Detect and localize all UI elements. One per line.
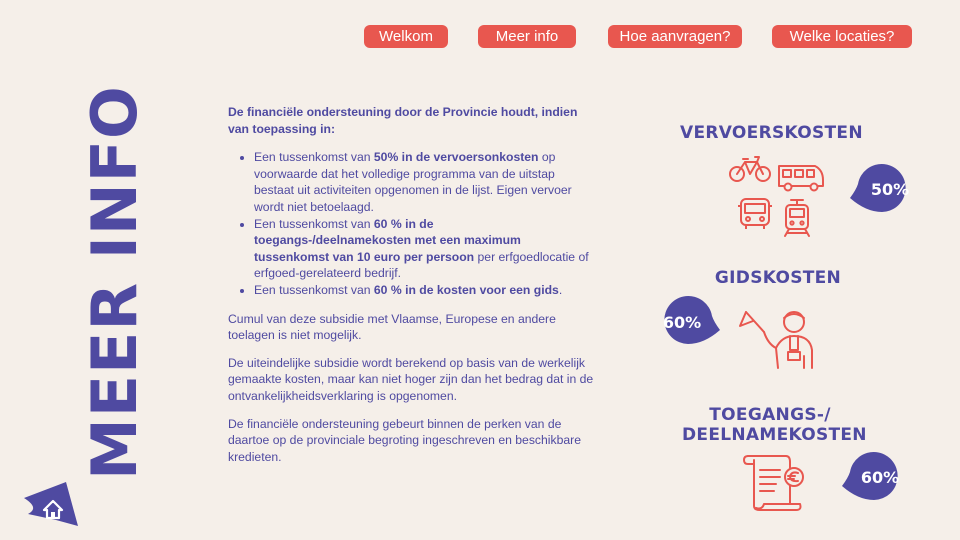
paragraph-cumul: Cumul van deze subsidie met Vlaamse, Europese en andere toelagen is niet mogelijk. [228,311,556,343]
nav-meer-info-button[interactable]: Meer info [478,25,576,48]
bullet-text: per erfgoedlocatie of erfgoed-gerelateerd bedrijf. [254,249,589,281]
paragraph-perken: De financiële ondersteuning gebeurt binnen de perken van de daartoe op de provinciale begroting ingeschreven en beschikbare kredieten. [228,416,581,464]
nav-welke-locaties-button[interactable]: Welke locaties? [772,25,912,48]
bicycle-icon [728,154,772,184]
list-item [254,216,594,282]
bullet-highlight: 60 % in de kosten voor een gids [373,282,559,297]
vervoer-percent: 50% [870,180,910,199]
bus-icon [737,196,773,232]
gidskosten-title: GIDSKOSTEN [714,268,842,288]
bullet-text: Een tussenkomst van [254,282,374,297]
gids-percent: 60% [662,313,702,332]
bullet-text: Een tussenkomst van [254,150,374,165]
toegangskosten-title-line1: TOEGANGS-/ [709,405,831,425]
subsidy-list [228,149,594,298]
bullet-highlight: 60 % in de toegangs-/deelnamekosten met een maximum tussenkomst van 10 euro per persoon [254,216,521,264]
page-title: MEER INFO [78,85,151,480]
toegang-percent: 60% [860,468,900,487]
nav-hoe-aanvragen-button[interactable]: Hoe aanvragen? [608,25,742,48]
info-text [228,104,594,476]
bullet-text: . [558,282,563,297]
toegangskosten-title-line2: DEELNAMEKOSTEN [682,425,867,445]
bullet-text: Een tussenkomst van [254,216,374,231]
tram-icon [780,198,814,238]
camper-icon [777,162,825,192]
vervoerskosten-title: VERVOERSKOSTEN [680,123,863,143]
toegang-percent-badge [838,452,908,504]
intro-text: De financiële ondersteuning door de Provincie houdt, indien van toepassing in: [228,105,578,136]
list-item [254,282,594,299]
bullet-highlight: 50% in de vervoersonkosten [373,150,539,165]
nav-welkom-button[interactable]: Welkom [364,25,448,48]
home-logo-icon[interactable] [22,480,80,530]
list-item [254,149,594,215]
vervoer-percent-badge [846,164,916,216]
bullet-text: op voorwaarde dat het volledige programma van de uitstap bestaat uit activiteiten opgenomen in de lijst. Eigen vervoer wordt niet betoelaagd. [254,150,572,214]
gids-percent-badge [654,296,724,348]
toegangskosten-title [682,405,867,445]
ticket-scroll-icon [742,450,808,514]
paragraph-berekening: De uiteindelijke subsidie wordt berekend op basis van de werkelijk gemaakte kosten, maar kan niet hoger zijn dan het bedrag dat in de ontvankelijkheidsverklaring is opgenomen. [228,355,594,403]
guide-icon [738,304,818,370]
top-nav [0,25,960,49]
